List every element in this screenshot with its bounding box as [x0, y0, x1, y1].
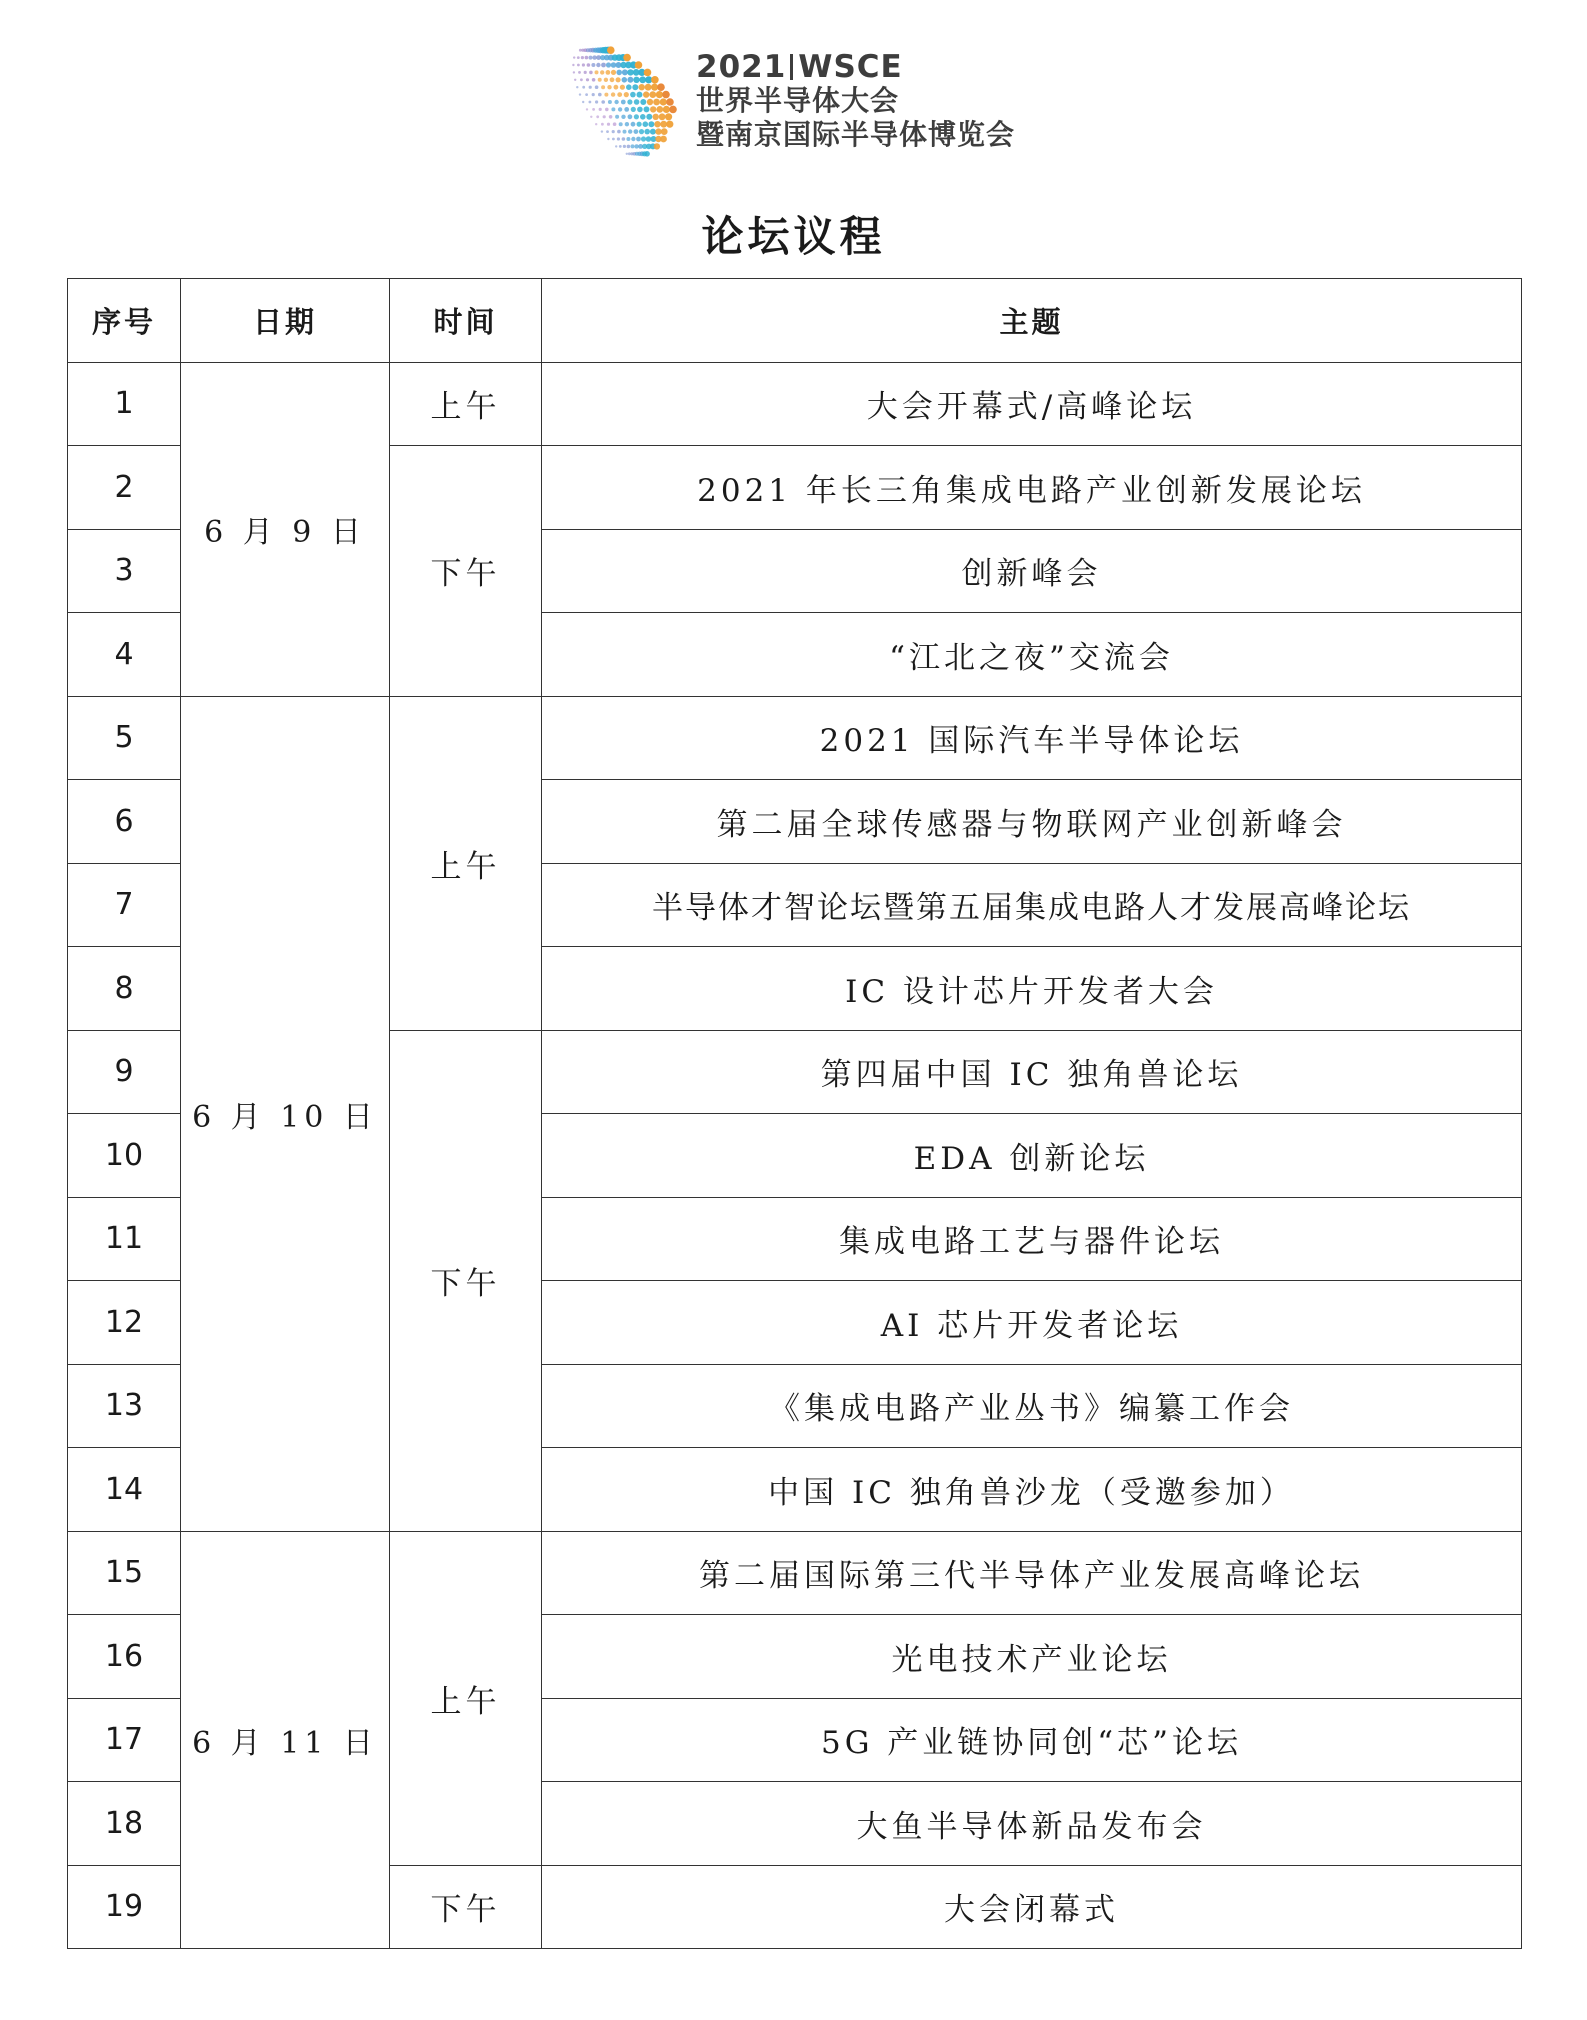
- globe-dot: [637, 92, 643, 98]
- globe-dot: [644, 106, 650, 112]
- row-number: 3: [68, 529, 181, 613]
- topic-cell: 光电技术产业论坛: [542, 1615, 1522, 1699]
- globe-dot: [610, 77, 615, 82]
- globe-dot: [581, 56, 584, 59]
- globe-dot: [615, 145, 617, 147]
- row-number: 11: [68, 1197, 181, 1281]
- globe-dot: [634, 144, 638, 148]
- topic-cell: “江北之夜”交流会: [542, 613, 1522, 697]
- topic-cell: EDA 创新论坛: [542, 1114, 1522, 1198]
- globe-dot: [601, 85, 605, 89]
- row-number: 12: [68, 1281, 181, 1365]
- topic-cell: 大会闭幕式: [542, 1865, 1522, 1949]
- globe-dot: [636, 137, 641, 142]
- topic-cell: 《集成电路产业丛书》编纂工作会: [542, 1364, 1522, 1448]
- globe-dot: [643, 91, 649, 97]
- globe-dot: [620, 85, 625, 90]
- topic-cell: 创新峰会: [542, 529, 1522, 613]
- period-cell: 上午: [390, 362, 542, 446]
- wsce-logo: [548, 44, 1068, 164]
- globe-dot: [612, 130, 615, 133]
- globe-dot: [640, 99, 646, 105]
- globe-dot: [626, 137, 630, 141]
- globe-dot: [616, 77, 621, 82]
- date-cell: 6 月 11 日: [181, 1531, 390, 1949]
- globe-dot: [586, 78, 589, 81]
- row-number: 18: [68, 1782, 181, 1866]
- globe-dot: [618, 107, 622, 111]
- globe-dot: [660, 136, 667, 143]
- header-topic: 主题: [542, 279, 1522, 363]
- logo-text: [696, 50, 1015, 152]
- globe-dot: [639, 129, 644, 134]
- table-row: [68, 696, 1522, 780]
- globe-dot: [611, 107, 615, 111]
- logo-year: 2021: [696, 49, 787, 85]
- row-number: 8: [68, 947, 181, 1031]
- globe-dot: [582, 63, 585, 66]
- globe-dot: [623, 54, 631, 62]
- globe-dot: [579, 49, 582, 52]
- globe-dot: [595, 85, 599, 89]
- topic-cell: 5G 产业链协同创“芯”论坛: [542, 1698, 1522, 1782]
- period-cell: 上午: [390, 696, 542, 1030]
- globe-dot: [622, 69, 628, 75]
- globe-dot: [662, 91, 670, 99]
- globe-dot: [646, 114, 652, 120]
- globe-dot: [605, 108, 609, 112]
- globe-dot: [619, 122, 623, 126]
- topic-cell: 第四届中国 IC 独角兽论坛: [542, 1030, 1522, 1114]
- row-number: 7: [68, 863, 181, 947]
- row-number: 1: [68, 362, 181, 446]
- globe-dot: [576, 86, 578, 88]
- globe-dot: [634, 114, 639, 119]
- globe-dot: [644, 129, 650, 135]
- topic-cell: 中国 IC 独角兽沙龙（受邀参加）: [542, 1448, 1522, 1532]
- globe-dot: [631, 122, 636, 127]
- globe-dot: [584, 71, 587, 74]
- globe-dot: [600, 70, 604, 74]
- globe-dot: [632, 84, 638, 90]
- globe-dot: [619, 145, 622, 148]
- globe-dot: [615, 115, 619, 119]
- globe-dot: [631, 144, 635, 148]
- globe-dot: [627, 77, 633, 83]
- globe-dot: [651, 84, 658, 91]
- globe-dot: [601, 63, 606, 68]
- globe-dot: [611, 62, 617, 68]
- globe-dot: [631, 137, 635, 141]
- topic-cell: IC 设计芯片开发者大会: [542, 947, 1522, 1031]
- globe-dot: [617, 92, 622, 97]
- globe-dot: [580, 78, 583, 81]
- globe-dot: [573, 71, 575, 73]
- globe-dot: [586, 108, 588, 110]
- globe-dot: [578, 71, 581, 74]
- globe-dot: [592, 108, 595, 111]
- globe-dot: [601, 130, 603, 132]
- globe-dot: [614, 100, 618, 104]
- globe-dot: [582, 101, 584, 103]
- logo-year-line: [696, 50, 1015, 84]
- globe-dot: [573, 56, 575, 58]
- period-cell: 上午: [390, 1531, 542, 1865]
- globe-dot: [659, 113, 666, 120]
- globe-dot: [617, 137, 620, 140]
- date-cell: 6 月 9 日: [181, 362, 390, 696]
- globe-dot: [589, 56, 593, 60]
- row-number: 4: [68, 613, 181, 697]
- date-cell: 6 月 10 日: [181, 696, 390, 1531]
- globe-dot: [653, 99, 660, 106]
- topic-cell: AI 芯片开发者论坛: [542, 1281, 1522, 1365]
- globe-dot: [596, 63, 600, 67]
- logo-brand: WSCE: [798, 49, 903, 85]
- globe-dot: [628, 152, 631, 155]
- globe-dot: [595, 70, 599, 74]
- globe-dot: [639, 84, 645, 90]
- globe-dot: [625, 122, 629, 126]
- globe-dot: [579, 93, 581, 95]
- period-cell: 下午: [390, 1030, 542, 1531]
- globe-dot: [604, 78, 608, 82]
- globe-dot: [626, 153, 628, 155]
- globe-dot: [649, 91, 656, 98]
- globe-dot: [623, 145, 626, 148]
- globe-dot: [628, 114, 633, 119]
- globe-dot: [601, 123, 604, 126]
- globe-dot: [650, 129, 656, 135]
- globe-dot: [603, 115, 606, 118]
- globe-dot: [606, 70, 611, 75]
- globe-dot: [595, 123, 597, 125]
- header-no: 序号: [68, 279, 181, 363]
- globe-dot: [622, 137, 626, 141]
- globe-dot: [587, 63, 591, 67]
- globe-dot: [607, 138, 609, 140]
- logo-divider: [790, 54, 793, 80]
- row-number: 19: [68, 1865, 181, 1949]
- globe-dot: [589, 101, 592, 104]
- globe-dot: [596, 115, 599, 118]
- globe-dot: [647, 99, 653, 105]
- globe-dot: [589, 71, 593, 75]
- topic-cell: 2021 国际汽车半导体论坛: [542, 696, 1522, 780]
- globe-dot: [607, 123, 610, 126]
- globe-dot: [666, 121, 673, 128]
- globe-dot: [660, 98, 667, 105]
- globe-dot: [598, 78, 602, 82]
- globe-dot: [582, 86, 585, 89]
- globe-dot: [648, 121, 654, 127]
- globe-dot: [644, 151, 650, 157]
- globe-dot: [611, 70, 616, 75]
- globe-dot: [646, 136, 652, 142]
- globe-dot: [574, 79, 576, 81]
- row-number: 9: [68, 1030, 181, 1114]
- row-number: 17: [68, 1698, 181, 1782]
- globe-dot: [607, 85, 611, 89]
- globe-dot: [612, 138, 615, 141]
- globe-dot: [599, 108, 602, 111]
- globe-dot: [595, 100, 598, 103]
- period-cell: 下午: [390, 1865, 542, 1949]
- globe-dot: [631, 107, 636, 112]
- page-title: 论坛议程: [701, 212, 886, 261]
- globe-dot: [627, 145, 631, 149]
- row-number: 13: [68, 1364, 181, 1448]
- globe-dot: [656, 106, 663, 113]
- globe-dot: [608, 100, 612, 104]
- globe-dot: [627, 69, 633, 75]
- globe-dot: [657, 83, 665, 91]
- globe-dot: [604, 93, 608, 97]
- globe-dot: [591, 63, 595, 67]
- globe-dot: [590, 116, 592, 118]
- globe-dot: [577, 56, 580, 59]
- table-row: [68, 1531, 1522, 1615]
- globe-dot: [660, 121, 667, 128]
- topic-cell: 大鱼半导体新品发布会: [542, 1782, 1522, 1866]
- globe-dot: [645, 84, 652, 91]
- topic-cell: 第二届国际第三代半导体产业发展高峰论坛: [542, 1531, 1522, 1615]
- globe-dot: [589, 86, 592, 89]
- globe-dot: [634, 129, 639, 134]
- globe-dot: [661, 128, 668, 135]
- globe-dot: [650, 106, 656, 112]
- header-row: [68, 279, 1522, 363]
- globe-dot: [628, 129, 632, 133]
- globe-dot: [666, 98, 674, 106]
- header-date: 日期: [181, 279, 390, 363]
- globe-dot: [613, 122, 617, 126]
- row-number: 6: [68, 780, 181, 864]
- globe-dot: [623, 130, 627, 134]
- globe-dots-icon: [548, 44, 688, 164]
- row-number: 5: [68, 696, 181, 780]
- globe-dot: [633, 77, 639, 83]
- logo-line2: 暨南京国际半导体博览会: [696, 118, 1016, 151]
- globe-dot: [614, 85, 619, 90]
- topic-cell: 大会开幕式/高峰论坛: [542, 362, 1522, 446]
- globe-dot: [654, 121, 660, 127]
- globe-dot: [641, 136, 646, 141]
- row-number: 10: [68, 1114, 181, 1198]
- globe-dot: [624, 107, 629, 112]
- globe-dot: [607, 46, 615, 54]
- globe-dot: [634, 99, 640, 105]
- topic-cell: 半导体才智论坛暨第五届集成电路人才发展高峰论坛: [542, 863, 1522, 947]
- globe-dot: [655, 128, 661, 134]
- globe-dot: [651, 76, 659, 84]
- globe-dot: [669, 106, 677, 114]
- globe-dot: [656, 91, 663, 98]
- globe-dot: [630, 92, 636, 98]
- table-row: [68, 362, 1522, 446]
- topic-cell: 2021 年长三角集成电路产业创新发展论坛: [542, 446, 1522, 530]
- globe-dot: [598, 93, 602, 97]
- header-time: 时间: [390, 279, 542, 363]
- globe-dot: [592, 55, 596, 59]
- globe-dot: [609, 115, 613, 119]
- globe-dot: [637, 122, 642, 127]
- globe-dot: [622, 77, 628, 83]
- row-number: 2: [68, 446, 181, 530]
- topic-cell: 集成电路工艺与器件论坛: [542, 1197, 1522, 1281]
- globe-dot: [611, 92, 615, 96]
- globe-dot: [640, 114, 646, 120]
- globe-dot: [592, 93, 595, 96]
- globe-dot: [621, 115, 625, 119]
- logo-line1: 世界半导体大会: [696, 84, 900, 117]
- globe-dot: [624, 92, 629, 97]
- globe-dot: [643, 121, 649, 127]
- globe-dot: [585, 93, 588, 96]
- globe-dot: [627, 99, 632, 104]
- period-cell: 下午: [390, 446, 542, 697]
- row-number: 16: [68, 1615, 181, 1699]
- topic-cell: 第二届全球传感器与物联网产业创新峰会: [542, 780, 1522, 864]
- globe-dot: [637, 107, 643, 113]
- globe-dot: [663, 106, 670, 113]
- globe-dot: [654, 143, 660, 149]
- globe-dot: [644, 69, 652, 77]
- globe-dot: [665, 113, 672, 120]
- globe-dot: [577, 64, 580, 67]
- globe-dot: [616, 70, 622, 76]
- globe-dot: [601, 100, 605, 104]
- row-number: 14: [68, 1448, 181, 1532]
- globe-dot: [635, 61, 643, 69]
- globe-dot: [606, 130, 609, 133]
- globe-dot: [621, 100, 626, 105]
- globe-dot: [626, 84, 632, 90]
- globe-dot: [606, 62, 611, 67]
- globe-dot: [639, 76, 646, 83]
- globe-dot: [592, 78, 596, 82]
- globe-dot: [572, 64, 574, 66]
- globe-dot: [653, 114, 659, 120]
- row-number: 15: [68, 1531, 181, 1615]
- globe-dot: [617, 130, 621, 134]
- agenda-table: [67, 278, 1522, 1949]
- globe-dot: [585, 56, 589, 60]
